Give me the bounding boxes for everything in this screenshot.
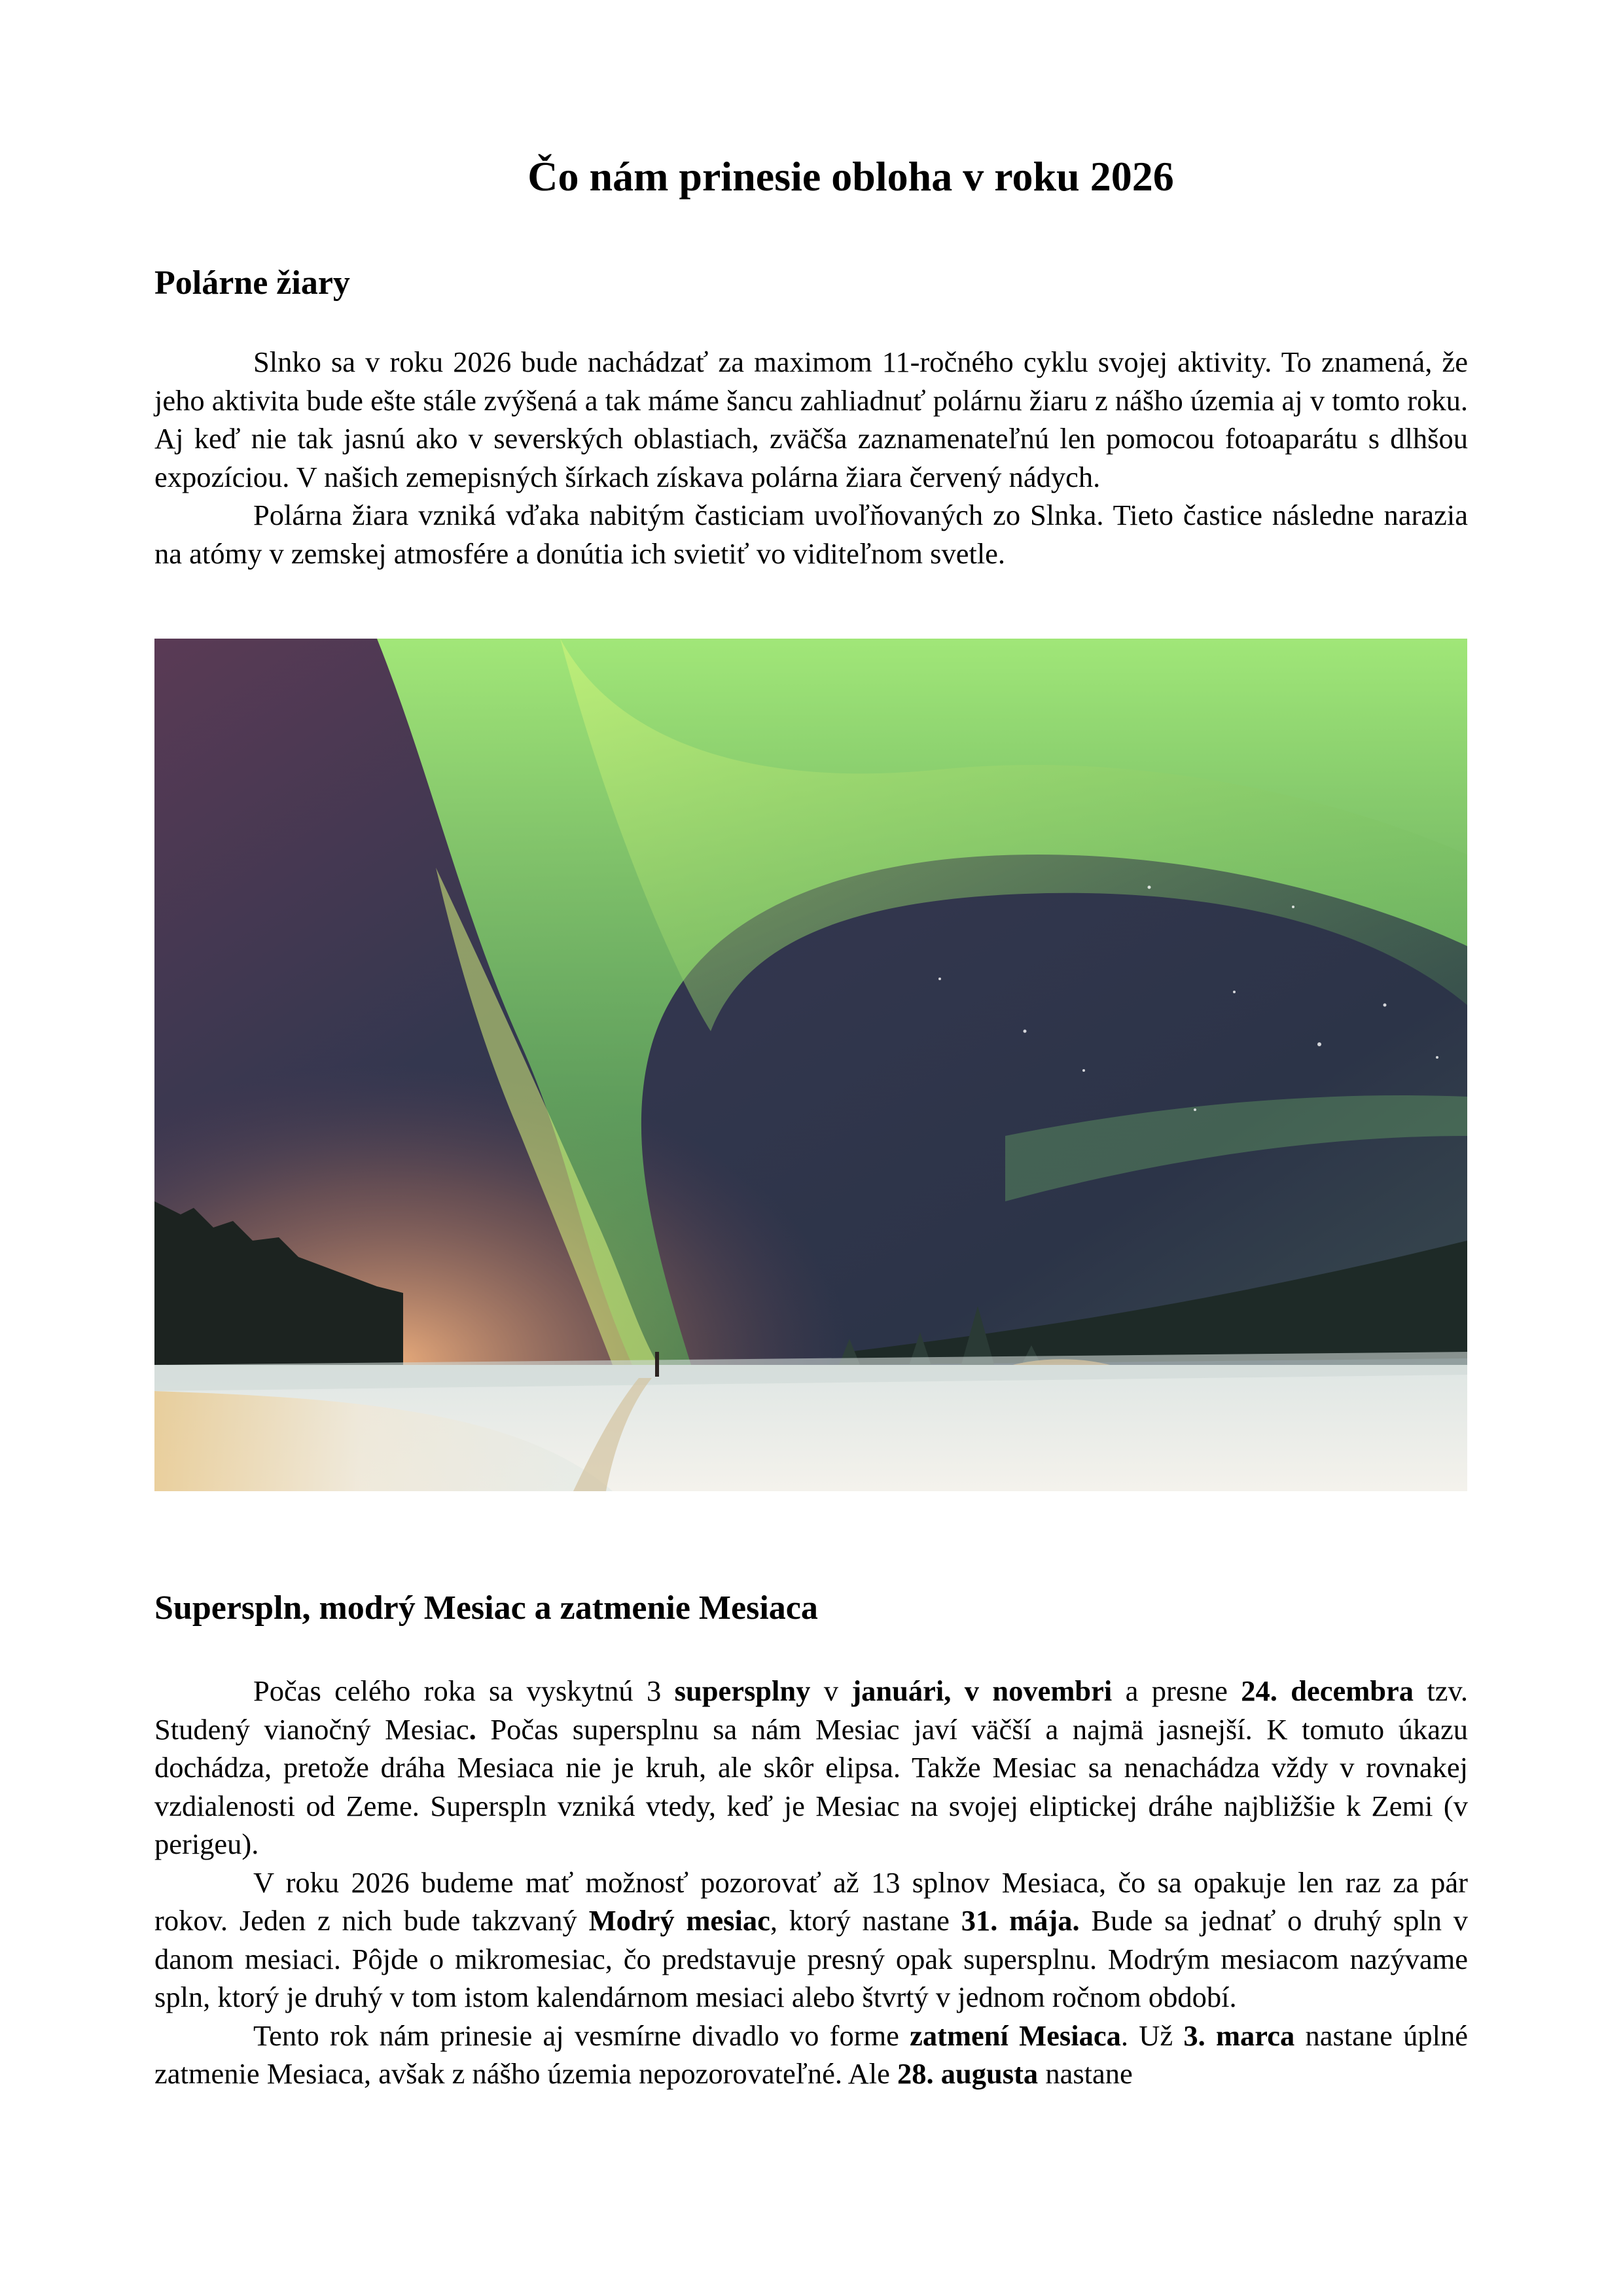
- paragraph: V roku 2026 budeme mať možnosť pozorovať až 13 splnov Mesiaca, čo sa opakuje len raz za pár rokov. Jeden z nich bude takzvaný Modrý mesiac, ktorý nastane 31. mája. Bude sa jednať o druhý spln v danom mesiaci. Pôjde o mikromesiac, čo predstavuje presný opak supersplnu. Modrým mesiacom nazývame spln, ktorý je druhý v tom istom kalendárnom mesiaci alebo štvrtý v jednom ročnom období.: [154, 1865, 1468, 2013]
- section-heading-moon: Superspln, modrý Mesiac a zatmenie Mesiaca: [154, 1589, 818, 1627]
- aurora-photo: [154, 639, 1467, 1491]
- paragraph: Slnko sa v roku 2026 bude nachádzať za maximom 11-ročného cyklu svojej aktivity. To znamená, že jeho aktivita bude ešte stále zvýšená a tak máme šancu zahliadnuť polárnu žiaru z nášho územia aj v tomto roku. Aj keď nie tak jasnú ako v severských oblastiach, zväčša zaznamenateľnú len pomocou fotoaparátu s dlhšou expozíciou. V našich zemepisných šírkach získava polárna žiara červený nádych.: [154, 345, 1468, 493]
- aurora-photo-icon: [154, 639, 1467, 1491]
- paragraph: Polárna žiara vzniká vďaka nabitým časticiam uvoľňovaných zo Slnka. Tieto častice následne narazia na atómy v zemskej atmosfére a donútia ich svietiť vo viditeľnom svetle.: [154, 499, 1468, 570]
- paragraph: Tento rok nám prinesie aj vesmírne divadlo vo forme zatmení Mesiaca. Už 3. marca nastane úplné zatmenie Mesiaca, avšak z nášho územia nepozorovateľné. Ale 28. augusta nastane: [154, 2019, 1469, 2090]
- page-title: Čo nám prinesie obloha v roku 2026: [527, 153, 1174, 200]
- section-body-aurora: [154, 343, 1468, 573]
- paragraph: Počas celého roka sa vyskytnú 3 supersplny v januári, v novembri a presne 24. decembra tzv. Studený vianočný Mesiac. Počas supersplnu sa nám Mesiac javí väčší a najmä jasnejší. K tomuto úkazu dochádza, pretože dráha Mesiaca nie je kruh, ale skôr elipsa. Takže Mesiac sa nenachádza vždy v rovnakej vzdialenosti od Zeme. Superspln vzniká vtedy, keď je Mesiac na svojej eliptickej dráhe najbližšie k Zemi (v perigeu).: [154, 1674, 1469, 1860]
- section-heading-aurora: Polárne žiary: [154, 264, 350, 302]
- section-body-moon: [154, 1672, 1468, 2093]
